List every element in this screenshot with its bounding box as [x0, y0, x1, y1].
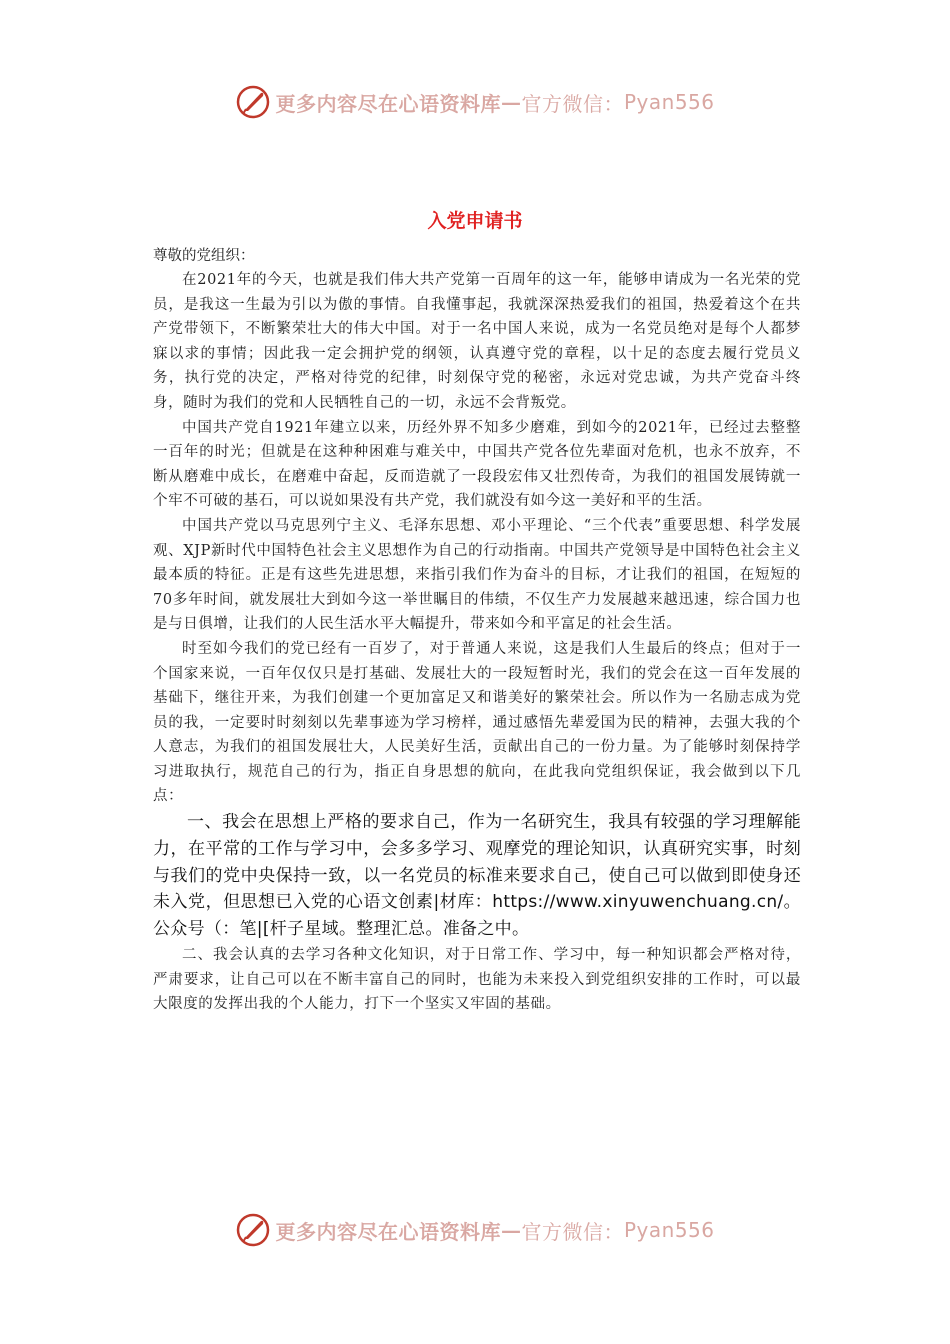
banner-main-text: 更多内容尽在心语资料库 [275, 91, 501, 116]
quill-logo-icon [235, 1212, 271, 1248]
banner-wechat-label: 官方微信： [521, 91, 624, 116]
point-1 [153, 809, 801, 943]
banner-wechat-id: Pyan556 [623, 1218, 715, 1242]
paragraph-2: 中国共产党自1921年建立以来，历经外界不知多少磨难，到如今的2021年，已经过去整整一百年的时光；但就是在这种种困难与难关中，中国共产党各位先辈面对危机，也永不放弃，不断从磨难中成长，在磨难中奋起，反而造就了一段段宏伟又壮烈传奇，为我们的祖国发展铸就一个牢不可破的基石，可以说如果没有共产党，我们就没有如今这一美好和平的生活。 [153, 419, 801, 510]
banner-wechat-label: 官方微信： [521, 1219, 624, 1244]
document-body [153, 244, 801, 1017]
point-1-tail: 。公众号（：笔|[杆子星域。整理汇总。准备之中。 [153, 892, 801, 940]
point-1-text: 一、我会在思想上严格的要求自己，作为一名研究生，我具有较强的学习理解能力，在平常的工作与学习中，会多多学习、观摩党的理论知识，认真研究实事，时刻与我们的党中央保持一致，以一名党员的标准来要求自己，使自己可以做到即使身还未入党，但思想已入党的心语文创素|材库： [153, 812, 801, 913]
point-2: 二、我会认真的去学习各种文化知识，对于日常工作、学习中，每一种知识都会严格对待，严肃要求，让自己可以在不断丰富自己的同时，也能为未来投入到党组织安排的工作时，可以最大限度的发挥出我的个人能力，打下一个坚实又牢固的基础。 [153, 947, 801, 1013]
point-1-url: https://www.xinyuwenchuang.cn/ [492, 892, 784, 913]
banner-wechat-id: Pyan556 [623, 90, 715, 114]
banner-dash: — [500, 90, 522, 114]
footer-banner [0, 1210, 950, 1250]
header-banner [0, 82, 950, 122]
quill-logo-icon [235, 84, 271, 120]
banner-dash: — [500, 1218, 522, 1242]
salutation: 尊敬的党组织： [153, 248, 255, 264]
document-title: 入党申请书 [427, 210, 523, 232]
paragraph-1: 在2021年的今天，也就是我们伟大共产党第一百周年的这一年，能够申请成为一名光荣的党员，是我这一生最为引以为傲的事情。自我懂事起，我就深深热爱我们的祖国，热爱着这个在共产党带领下，不断繁荣壮大的伟大中国。对于一名中国人来说，成为一名党员绝对是每个人都梦寐以求的事情；因此我一定会拥护党的纲领，认真遵守党的章程，以十足的态度去履行党员义务，执行党的决定，严格对待党的纪律，时刻保守党的秘密，永远对党忠诚，为共产党奋斗终身，随时为我们的党和人民牺牲自己的一切，永远不会背叛党。 [153, 272, 801, 411]
banner-main-text: 更多内容尽在心语资料库 [275, 1219, 501, 1244]
paragraph-3: 中国共产党以马克思列宁主义、毛泽东思想、邓小平理论、“三个代表”重要思想、科学发展观、XJP新时代中国特色社会主义思想作为自己的行动指南。中国共产党领导是中国特色社会主义最本质的特征。正是有这些先进思想，来指引我们作为奋斗的目标，才让我们的祖国，在短短的70多年时间，就发展壮大到如今这一举世瞩目的伟绩，不仅生产力发展越来越迅速，综合国力也是与日俱增，让我们的人民生活水平大幅提升，带来如今和平富足的社会生活。 [153, 517, 801, 633]
paragraph-4: 时至如今我们的党已经有一百岁了，对于普通人来说，这是我们人生最后的终点；但对于一个国家来说，一百年仅仅只是打基础、发展壮大的一段短暂时光，我们的党会在这一百年发展的基础下，继往开来，为我们创建一个更加富足又和谐美好的繁荣社会。所以作为一名励志成为党员的我，一定要时时刻刻以先辈事迹为学习榜样，通过感悟先辈爱国为民的精神，去强大我的个人意志，为我们的祖国发展壮大，人民美好生活，贡献出自己的一份力量。为了能够时刻保持学习进取执行，规范自己的行为，指正自身思想的航向，在此我向党组织保证，我会做到以下几点： [153, 640, 801, 805]
